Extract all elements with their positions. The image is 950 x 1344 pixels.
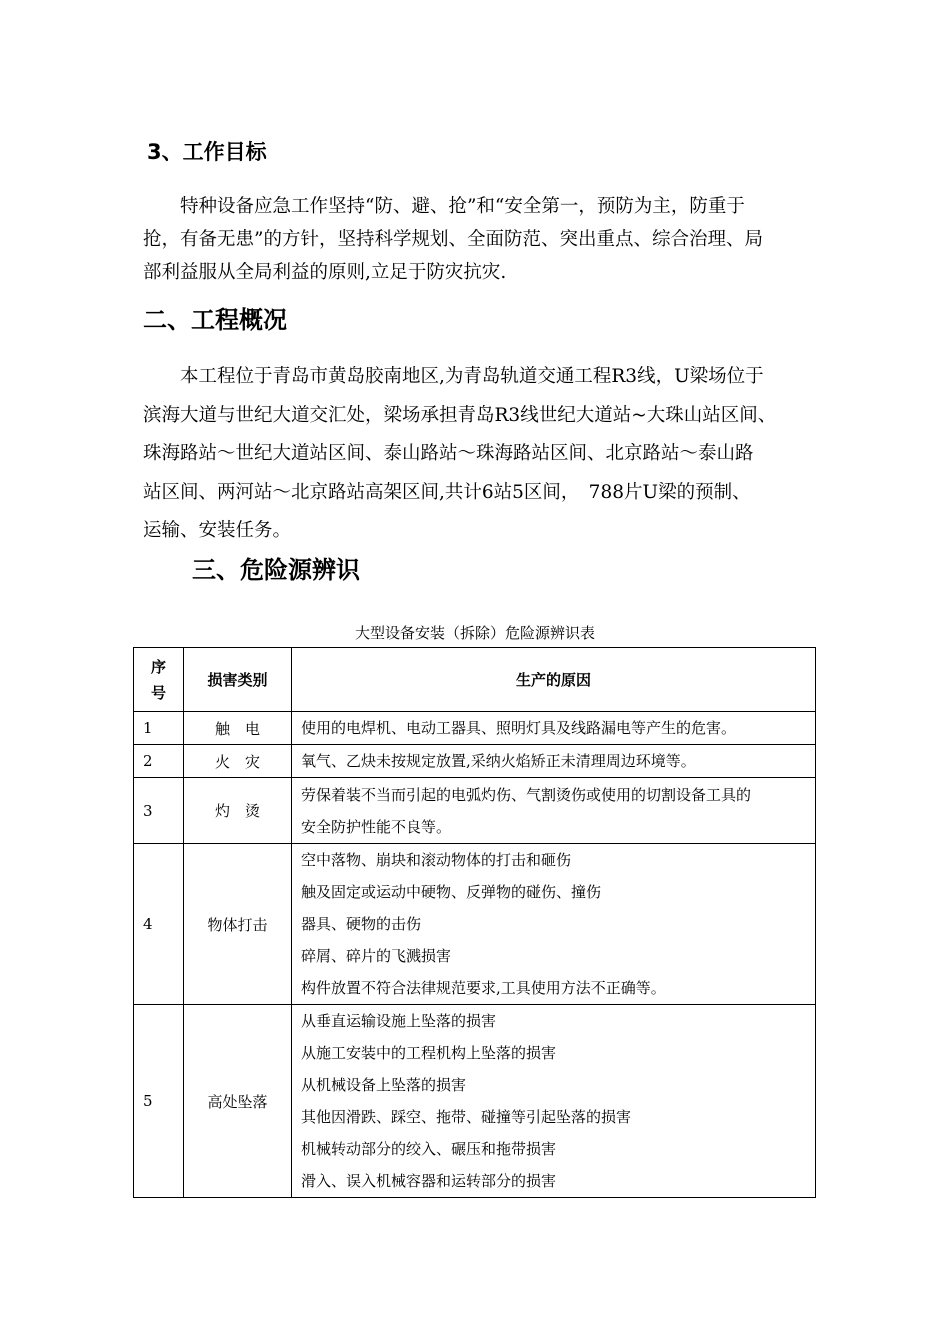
cause-line: 空中落物、崩块和滚动物体的打击和砸伤 [301,851,572,869]
header-seq [134,648,184,712]
header-seq-line: 号 [150,683,166,702]
paragraph-line: 部利益服从全局利益的原则,立足于防灾抗灾. [143,262,507,283]
cause-line: 使用的电焊机、电动工器具、照明灯具及线路漏电等产生的危害。 [301,719,737,737]
cause-line: 滑入、误入机械容器和运转部分的损害 [301,1172,557,1190]
row-seq: 5 [134,1005,184,1198]
paragraph-line: 滨海大道与世纪大道交汇处，梁场承担青岛R3线世纪大道站~大珠山站区间、 [143,404,777,426]
cause-line: 从施工安装中的工程机构上坠落的损害 [301,1044,557,1062]
row-cause [292,745,816,778]
project-overview-paragraph [143,358,776,551]
row-cause [292,778,816,844]
row-seq: 3 [134,778,184,844]
cause-line: 从垂直运输设施上坠落的损害 [301,1012,497,1030]
table-row [134,745,816,778]
paragraph-line: 运输、安装任务。 [143,520,292,541]
cause-line: 劳保着装不当而引起的电弧灼伤、气割烫伤或使用的切割设备工具的 [301,785,752,804]
header-seq-line: 序 [150,657,166,676]
table-header-row [134,648,816,712]
table-row [134,1005,816,1198]
row-type: 高处坠落 [184,1005,292,1198]
row-type: 火 灾 [184,745,292,778]
cause-line: 安全防护性能不良等。 [301,817,452,836]
hazard-table [133,647,816,1198]
row-type: 触 电 [184,712,292,745]
paragraph-line: 站区间、两河站～北京路站高架区间,共计6站5区间， 788片U梁的预制、 [143,481,751,503]
row-seq: 1 [134,712,184,745]
cause-line: 碎屑、碎片的飞溅损害 [301,947,452,965]
work-goal-paragraph [143,190,763,289]
cause-line: 氧气、乙炔未按规定放置,采纳火焰矫正未清理周边环境等。 [301,752,696,770]
row-cause [292,844,816,1005]
paragraph-line: 珠海路站～世纪大道站区间、泰山路站～珠海路站区间、北京路站～泰山路 [143,443,754,464]
cause-line: 机械转动部分的绞入、碾压和拖带损害 [301,1140,557,1158]
cause-line: 触及固定或运动中硬物、反弹物的碰伤、撞伤 [301,883,602,901]
table-row [134,712,816,745]
paragraph-line: 特种设备应急工作坚持“防、避、抢”和“安全第一，预防为主，防重于 [143,196,745,217]
row-type: 灼 烫 [184,778,292,844]
section-heading-work-goal: 3、工作目标 [147,140,267,164]
cause-line: 器具、硬物的击伤 [301,915,422,933]
paragraph-line: 本工程位于青岛市黄岛胶南地区,为青岛轨道交通工程R3线，U梁场位于 [143,366,764,387]
row-seq: 2 [134,745,184,778]
section-heading-hazard-identification: 三、危险源辨识 [192,556,360,584]
paragraph-line: 抢，有备无患”的方针，坚持科学规划、全面防范、突出重点、综合治理、局 [143,229,763,250]
cause-line: 其他因滑跌、踩空、拖带、碰撞等引起坠落的损害 [301,1108,632,1126]
row-cause [292,1005,816,1198]
table-row [134,778,816,844]
table-row [134,844,816,1005]
cause-line: 构件放置不符合法律规范要求,工具使用方法不正确等。 [301,979,666,997]
row-cause [292,712,816,745]
row-type: 物体打击 [184,844,292,1005]
section-heading-project-overview: 二、工程概况 [143,306,287,334]
header-type: 损害类别 [184,648,292,712]
cause-line: 从机械设备上坠落的损害 [301,1076,467,1094]
header-cause: 生产的原因 [292,648,816,712]
row-seq: 4 [134,844,184,1005]
table-caption: 大型设备安装（拆除）危险源辨识表 [354,624,595,642]
